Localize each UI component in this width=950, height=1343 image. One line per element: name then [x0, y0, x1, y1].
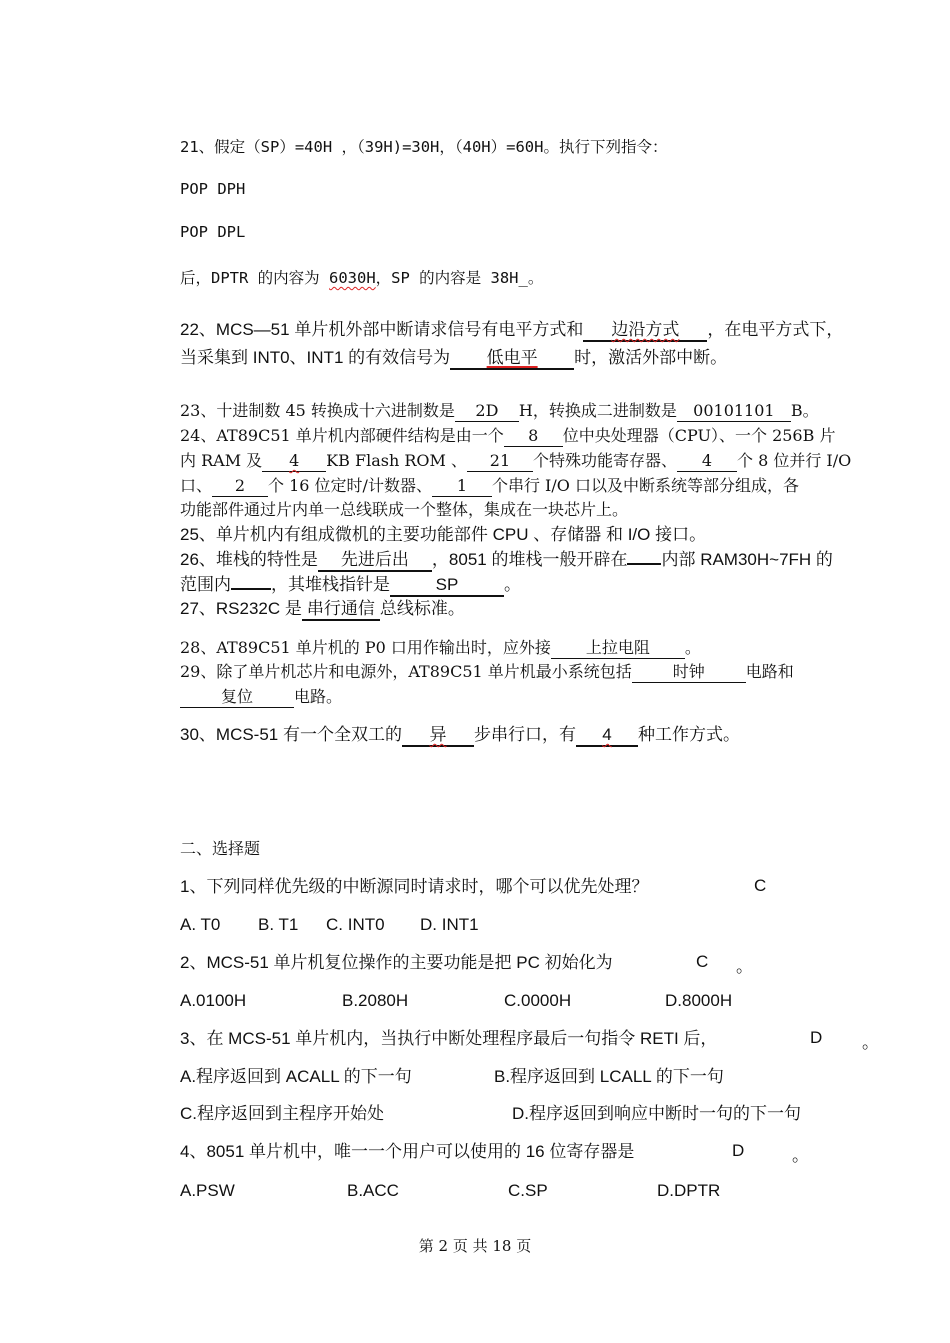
q22-p4: 时，激活外部中断。 [574, 348, 728, 367]
q26-answer1: 先进后出 [340, 550, 409, 569]
q24-p3: 内 RAM 及 [180, 451, 263, 470]
q26-p1: 26、堆栈的特性是 [180, 550, 318, 569]
q24-line1 [180, 425, 835, 447]
q23-answer1: 2D [475, 401, 499, 420]
q29-p3: 电路。 [294, 687, 343, 706]
q24-p1: 24、AT89C51 单片机内部硬件结构是由一个 [180, 426, 504, 445]
q29-blank2 [180, 687, 294, 708]
q22-blank1 [583, 320, 707, 342]
mc4-option-d: D.DPTR [657, 1181, 721, 1200]
q23-blank1 [455, 401, 519, 422]
mc3-answer: D [810, 1028, 823, 1047]
q27-p2: 总线标准。 [379, 599, 465, 618]
q23-p3: B。 [790, 401, 819, 420]
q26-blank2 [627, 563, 661, 565]
q26-answer2: SP [435, 575, 459, 594]
mc4-answer: D [732, 1141, 745, 1160]
q24-answer1: 8 [528, 426, 539, 445]
q30-p2: 步串行口，有 [473, 725, 576, 744]
q26-blank4 [390, 575, 504, 597]
mc4-option-b: B.ACC [347, 1181, 399, 1200]
q24-blank1 [504, 426, 563, 447]
q26-line2 [180, 574, 521, 597]
q25-line: 25、单片机内有组成微机的主要功能部件 CPU 、存储器 和 I/O 接口。 [180, 525, 707, 544]
q22-line1 [180, 319, 843, 342]
mc3-options-row1 [180, 1066, 724, 1088]
section-title: 二、选择题 [180, 839, 261, 858]
mc2-post: 。 [736, 957, 753, 976]
q30-blank2 [576, 725, 638, 747]
mc3-option-b: B.程序返回到 LCALL 的下一句 [494, 1067, 724, 1086]
mc4-post: 。 [792, 1146, 809, 1165]
q29-p1: 29、除了单片机芯片和电源外，AT89C51 单片机最小系统包括 [180, 662, 632, 681]
mc4-option-c: C.SP [508, 1181, 548, 1200]
q28-p1: 28、AT89C51 单片机的 P0 口用作输出时，应外接 [180, 638, 551, 657]
q21-answer-sp: 38H_ [490, 269, 528, 287]
mc2-stem: 2、MCS-51 单片机复位操作的主要功能是把 PC 初始化为 [180, 953, 613, 972]
q27-answer: 串行通信 [306, 599, 375, 618]
q29-blank1 [632, 662, 746, 683]
q28-p2: 。 [684, 638, 701, 657]
q26-line1 [180, 549, 833, 572]
q27-p1: 27、RS232C 是 [180, 599, 302, 618]
q21-result [180, 267, 543, 289]
q26-p5: ，其堆栈指针是 [271, 575, 390, 594]
q21-instr2: POP DPL [180, 223, 246, 241]
mc3-option-c: C.程序返回到主程序开始处 [180, 1104, 384, 1123]
q22-line2 [180, 347, 727, 370]
q24-p9: 个串行 I/O 口以及中断系统等部分组成，各 [491, 476, 799, 495]
q24-p2: 位中央处理器（CPU）、一个 256B 片 [562, 426, 836, 445]
q24-answer4: 4 [701, 451, 713, 470]
q21-stem: 21、假定（SP）=40H ，（39H)=30H，（40H）=60H。执行下列指令： [180, 138, 668, 156]
q26-p3: 内部 RAM30H~7FH 的 [661, 550, 833, 569]
q24-blank3 [467, 451, 533, 472]
q22-answer2: 低电平 [486, 348, 538, 367]
q24-blank4 [677, 451, 737, 472]
q24-line3 [180, 475, 799, 497]
q24-blank2 [262, 451, 326, 472]
mc1-option-b: B. T1 [258, 915, 299, 934]
q29-line1 [180, 661, 794, 683]
q29-line2 [180, 686, 342, 708]
q24-p4: KB Flash ROM 、 [326, 451, 467, 470]
mc1-option-c: C. INT0 [326, 915, 385, 934]
q30-p3: 种工作方式。 [637, 725, 740, 744]
q27-blank [302, 599, 380, 621]
q22-answer1: 边沿方式 [611, 320, 680, 339]
mc3-post: 。 [862, 1033, 879, 1052]
q24-line4: 功能部件通过片内单一总线联成一个整体，集成在一块芯片上。 [180, 500, 629, 519]
mc1-stem: 1、下列同样优先级的中断源同时请求时，哪个可以优先处理？ [180, 877, 649, 896]
mc2-options [180, 990, 732, 1012]
mc1-options [180, 914, 479, 936]
q22-p2: ，在电平方式下， [707, 320, 844, 339]
q24-blank5 [212, 476, 268, 497]
q24-p7: 口、 [180, 476, 213, 495]
q28-line [180, 637, 701, 659]
q23-blank2 [677, 401, 791, 422]
mc4-options [180, 1180, 720, 1202]
mc1-option-d: D. INT1 [420, 915, 479, 934]
q26-p4: 范围内 [180, 575, 231, 594]
q21-answer-dptr: 6030H [329, 269, 376, 287]
q24-p5: 个特殊功能寄存器、 [532, 451, 677, 470]
q30-p1: 30、MCS-51 有一个全双工的 [180, 725, 402, 744]
q24-answer3: 21 [489, 451, 511, 470]
q26-p2: ，8051 的堆栈一般开辟在 [431, 550, 628, 569]
q30-line [180, 724, 740, 747]
q30-answer2: 4 [602, 725, 612, 744]
mc1-answer: C [754, 876, 767, 895]
q28-blank [551, 638, 685, 659]
q26-blank1 [318, 550, 432, 572]
q26-p6: 。 [504, 575, 521, 594]
q28-answer: 上拉电阻 [585, 638, 650, 657]
mc2-option-a: A.0100H [180, 991, 247, 1010]
q24-p8: 个 16 位定时/计数器、 [268, 476, 432, 495]
mc2-answer: C [696, 952, 709, 971]
q21-instr1: POP DPH [180, 180, 246, 198]
q23-p1: 23、十进制数 45 转换成十六进制数是 [180, 401, 455, 420]
q29-answer2: 复位 [220, 687, 253, 706]
mc4-option-a: A.PSW [180, 1181, 235, 1200]
page-footer: 第 2 页 共 18 页 [418, 1237, 532, 1255]
q29-answer1: 时钟 [672, 662, 705, 681]
q23-p2: H，转换成二进制数是 [518, 401, 677, 420]
q24-p6: 个 8 位并行 I/O [736, 451, 852, 470]
q27-line [180, 598, 465, 621]
mc3-option-a: A.程序返回到 ACALL 的下一句 [180, 1067, 412, 1086]
q23-line [180, 400, 819, 422]
q29-p2: 电路和 [745, 662, 794, 681]
q22-p3: 当采集到 INT0、INT1 的有效信号为 [180, 348, 451, 367]
mc3-option-d: D.程序返回到响应中断时一句的下一句 [512, 1104, 801, 1123]
q24-answer2: 4 [289, 451, 300, 470]
mc3-stem: 3、在 MCS-51 单片机内，当执行中断处理程序最后一句指令 RETI 后， [180, 1029, 718, 1048]
mc2-option-d: D.8000H [665, 991, 733, 1010]
q24-line2 [180, 450, 851, 472]
mc3-options-row2 [180, 1103, 801, 1125]
mc1-option-a: A. T0 [180, 915, 221, 934]
q24-blank6 [432, 476, 492, 497]
mc4-stem: 4、8051 单片机中，唯一一个用户可以使用的 16 位寄存器是 [180, 1142, 635, 1161]
mc2-option-c: C.0000H [504, 991, 572, 1010]
q30-answer1: 异 [429, 725, 447, 744]
q22-blank2 [450, 348, 574, 370]
mc2-option-b: B.2080H [342, 991, 409, 1010]
q21-pre: 后，DPTR 的内容为 [180, 269, 329, 287]
q30-blank1 [402, 725, 474, 747]
q24-answer6: 1 [456, 476, 468, 495]
q21-post: 。 [527, 269, 544, 287]
q26-blank3 [231, 588, 271, 590]
q21-mid: ，SP 的内容是 [375, 269, 491, 287]
q23-answer2: 00101101 [693, 401, 775, 420]
q24-answer5: 2 [234, 476, 246, 495]
q22-p1: 22、MCS—51 单片机外部中断请求信号有电平方式和 [180, 320, 584, 339]
